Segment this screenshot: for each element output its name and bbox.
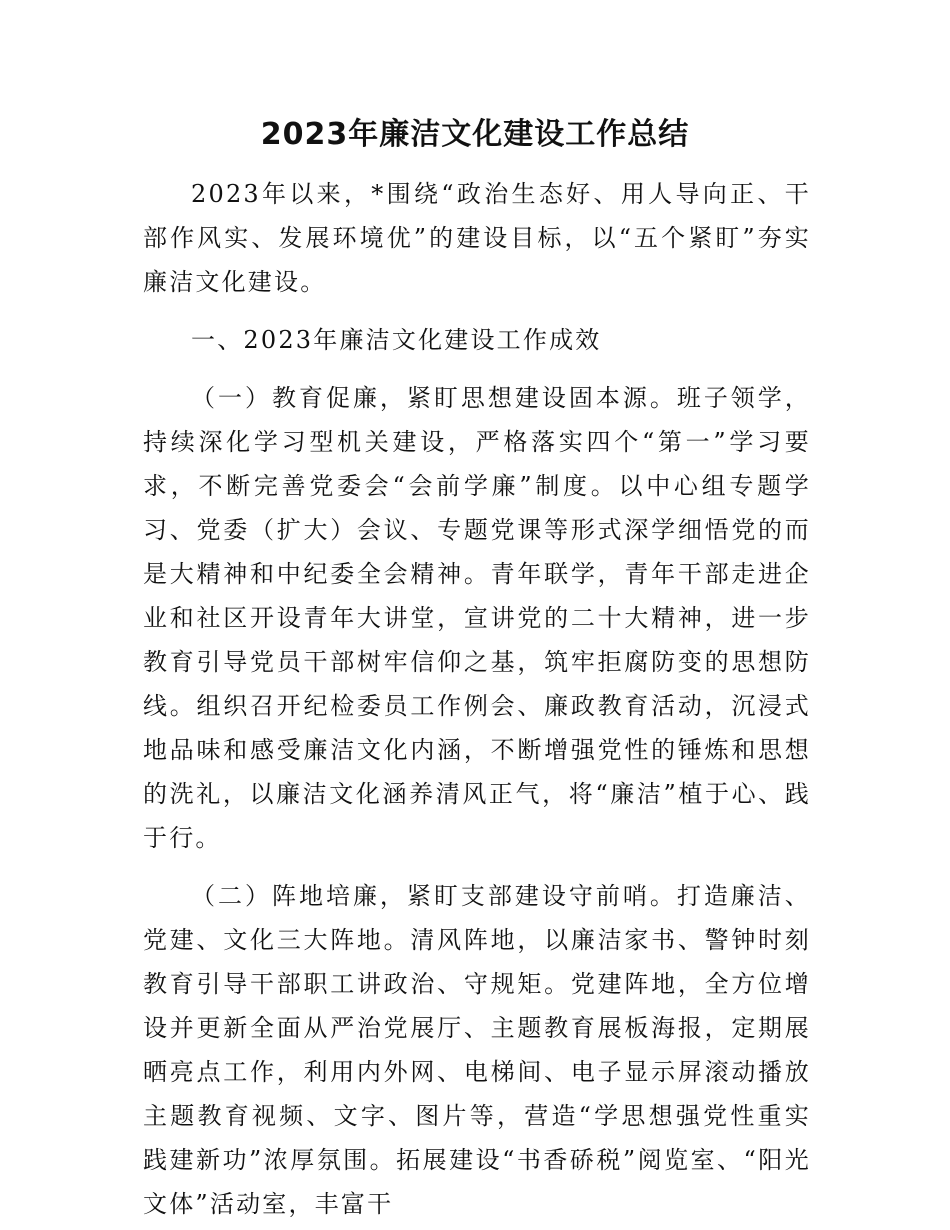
subsection-1-paragraph: （一）教育促廉，紧盯思想建设固本源。班子领学，持续深化学习型机关建设，严格落实四个“第一”学习要求，不断完善党委会“会前学廉”制度。以中心组专题学习、党委（扩大）会议、专题党课等形式深学细悟党的而是大精神和中纪委全会精神。青年联学，青年干部走进企业和社区开设青年大讲堂，宣讲党的二十大精神，进一步教育引导党员干部树牢信仰之基，筑牢拒腐防变的思想防线。组织召开纪检委员工作例会、廉政教育活动，沉浸式地品味和感受廉洁文化内涵，不断增强党性的锤炼和思想的洗礼，以廉洁文化涵养清风正气，将“廉洁”植于心、践于行。 — [143, 384, 811, 852]
document-title: 2023年廉洁文化建设工作总结 — [260, 117, 690, 152]
paragraph-gap — [143, 304, 811, 318]
intro-paragraph: 2023年以来，*围绕“政治生态好、用人导向正、干部作风实、发展环境优”的建设目标，以“五个紧盯”夯实廉洁文化建设。 — [143, 180, 811, 296]
paragraph-gap — [143, 362, 811, 376]
document-body — [143, 172, 811, 1226]
subsection-2-paragraph: （二）阵地培廉，紧盯支部建设守前哨。打造廉洁、党建、文化三大阵地。清风阵地，以廉洁家书、警钟时刻教育引导干部职工讲政治、守规矩。党建阵地，全方位增设并更新全面从严治党展厅、主题教育展板海报，定期展晒亮点工作，利用内外网、电梯间、电子显示屏滚动播放主题教育视频、文字、图片等，营造“学思想强党性重实践建新功”浓厚氛围。拓展建设“书香硚税”阅览室、“阳光文体”活动室，丰富干 — [143, 882, 811, 1218]
section-heading: 一、2023年廉洁文化建设工作成效 — [191, 326, 602, 354]
paragraph-gap — [143, 860, 811, 874]
